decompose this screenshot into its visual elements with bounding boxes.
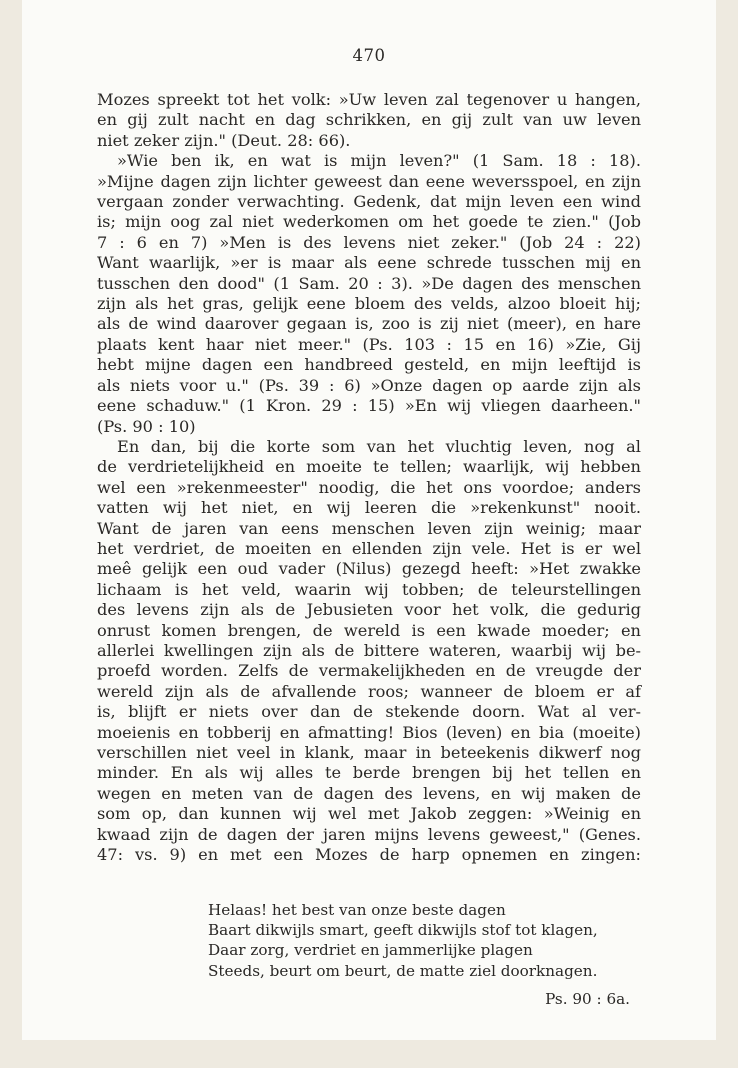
- book-page: [22, 0, 716, 1040]
- text-line: het verdriet, de moeiten en ellenden zijn vele. Het is er wel: [97, 538, 641, 558]
- text-line: vatten wij het niet, en wij leeren die »rekenkunst" nooit.: [97, 498, 641, 518]
- text-line: minder. En als wij alles te berde brengen bij het tellen en: [97, 763, 641, 783]
- poem-line: Baart dikwijls smart, geeft dikwijls stof tot klagen,: [208, 921, 598, 940]
- text-line: »Mijne dagen zijn lichter geweest dan eene weversspoel, en zijn: [97, 171, 641, 191]
- text-line: wegen en meten van de dagen des levens, en wij maken de: [97, 783, 641, 803]
- text-line: is, blijft er niets over dan de stekende doorn. Wat al ver-: [97, 702, 641, 722]
- text-line: en gij zult nacht en dag schrikken, en gij zult van uw leven: [97, 110, 641, 130]
- text-line: onrust komen brengen, de wereld is een kwade moeder; en: [97, 620, 641, 640]
- text-line: niet zeker zijn." (Deut. 28: 66).: [97, 130, 351, 150]
- text-line: 47: vs. 9) en met een Mozes de harp opnemen en zingen:: [97, 845, 641, 865]
- poem-line: Helaas! het best van onze beste dagen: [208, 901, 506, 919]
- text-line: Want de jaren van eens menschen leven zijn weinig; maar: [97, 518, 641, 538]
- text-line: 7 : 6 en 7) »Men is des levens niet zeker." (Job 24 : 22): [97, 232, 641, 252]
- text-line: »Wie ben ik, en wat is mijn leven?" (1 Sam. 18 : 18).: [117, 151, 641, 171]
- text-line: meê gelijk een oud vader (Nilus) gezegd heeft: »Het zwakke: [97, 559, 641, 579]
- text-line: als de wind daarover gegaan is, zoo is zij niet (meer), en hare: [97, 314, 641, 334]
- text-line: vergaan zonder verwachting. Gedenk, dat mijn leven een wind: [97, 192, 641, 212]
- text-line: eene schaduw." (1 Kron. 29 : 15) »En wij vliegen daarheen.": [97, 396, 641, 416]
- text-line: hebt mijne dagen een handbreed gesteld, en mijn leeftijd is: [97, 355, 641, 375]
- text-line: des levens zijn als de Jebusieten voor het volk, die gedurig: [97, 600, 641, 620]
- text-line: wel een »rekenmeester" noodig, die het ons voordoe; anders: [97, 477, 641, 497]
- text-line: plaats kent haar niet meer." (Ps. 103 : 15 en 16) »Zie, Gij: [97, 334, 641, 354]
- text-line: moeienis en tobberij en afmatting! Bios (leven) en bia (moeite): [97, 722, 641, 742]
- text-line: de verdrietelijkheid en moeite te tellen; waarlijk, wij hebben: [97, 457, 641, 477]
- text-line: allerlei kwellingen zijn als de bittere wateren, waarbij wij be-: [97, 640, 641, 660]
- text-line: als niets voor u." (Ps. 39 : 6) »Onze dagen op aarde zijn als: [97, 375, 641, 395]
- text-line: verschillen niet veel in klank, maar in beteekenis dikwerf nog: [97, 743, 641, 762]
- text-line: wereld zijn als de afvallende roos; wanneer de bloem er af: [97, 681, 641, 701]
- text-line: tusschen den dood" (1 Sam. 20 : 3). »De dagen des menschen: [97, 273, 641, 293]
- body-text: [97, 90, 641, 865]
- text-line: Mozes spreekt tot het volk: »Uw leven zal tegenover u hangen,: [97, 90, 641, 109]
- text-line: (Ps. 90 : 10): [97, 416, 196, 436]
- text-line: kwaad zijn de dagen der jaren mijns levens geweest," (Genes.: [97, 824, 641, 844]
- text-line: som op, dan kunnen wij wel met Jakob zeggen: »Weinig en: [97, 804, 641, 824]
- psalm-reference: Ps. 90 : 6a.: [545, 990, 630, 1008]
- text-line: is; mijn oog zal niet wederkomen om het goede te zien." (Job: [97, 212, 641, 232]
- poem-line: Daar zorg, verdriet en jammerlijke plagen: [208, 941, 533, 960]
- text-line: zijn als het gras, gelijk eene bloem des velds, alzoo bloeit hij;: [97, 294, 641, 314]
- text-line: En dan, bij die korte som van het vluchtig leven, nog al: [117, 436, 641, 456]
- poem-line: Steeds, beurt om beurt, de matte ziel doorknagen.: [208, 961, 598, 980]
- text-line: lichaam is het veld, waarin wij tobben; de teleurstellingen: [97, 579, 641, 599]
- text-line: Want waarlijk, »er is maar als eene schrede tusschen mij en: [97, 253, 641, 273]
- poem-stanza: [208, 900, 668, 981]
- page-number: 470: [352, 46, 386, 65]
- text-line: proefd worden. Zelfs de vermakelijkheden en de vreugde der: [97, 661, 641, 681]
